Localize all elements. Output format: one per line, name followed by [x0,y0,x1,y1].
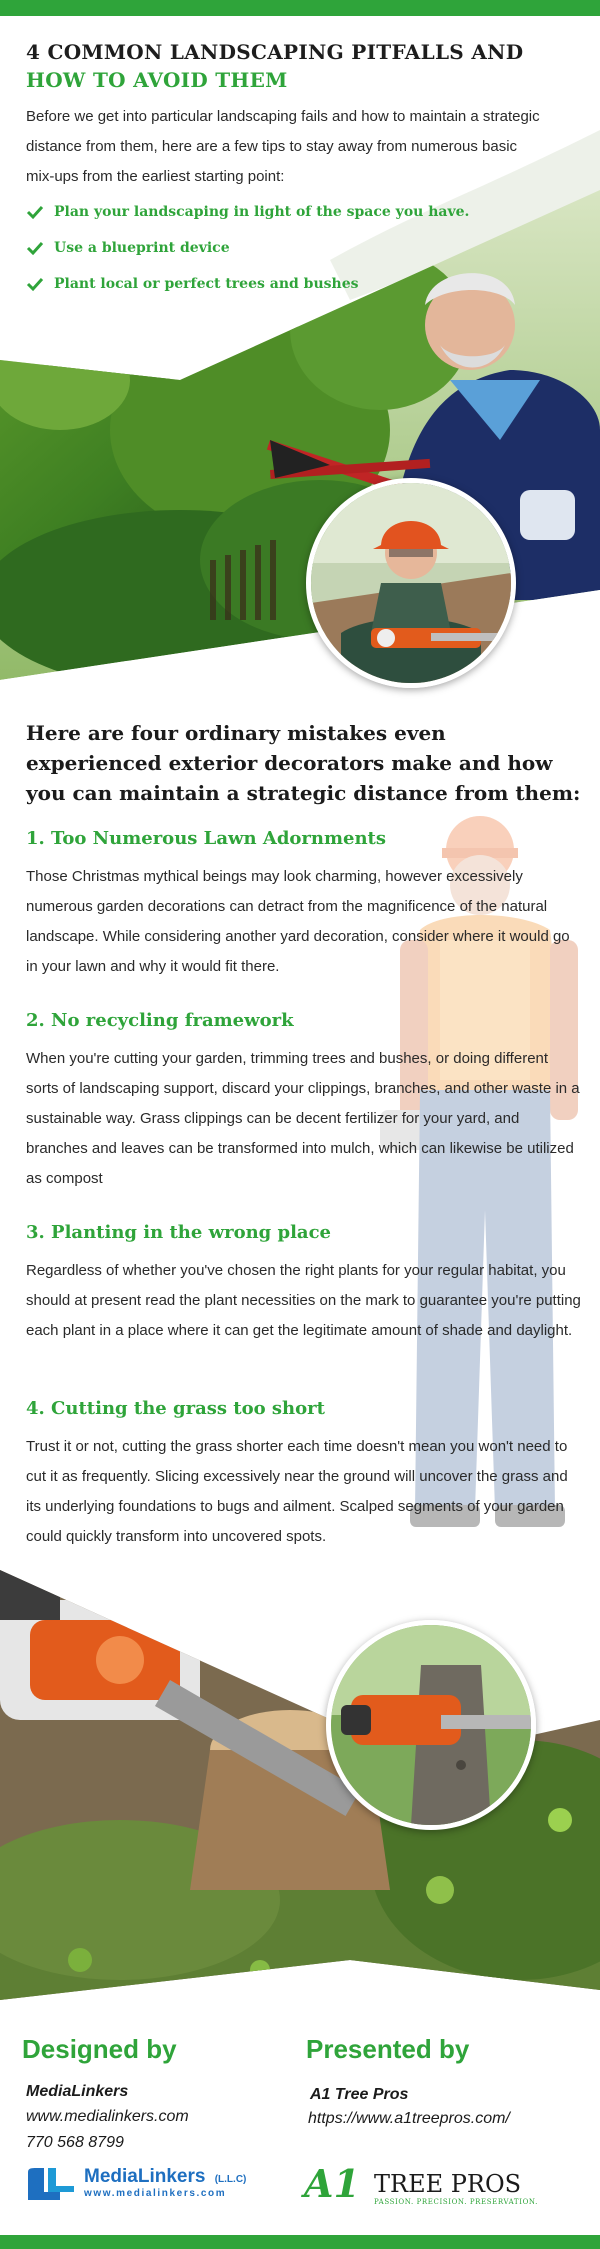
page-subtitle: HOW TO AVOID THEM [26,68,288,92]
medialinkers-logo-suffix: (L.L.C) [214,2174,247,2185]
mistake-text: Those Christmas mythical beings may look charming, however excessively numerous garden decorations can detract from the magnificence of the natural landscape. While considering another yard decoration, consider where it would go in your lawn and why it would fit there. [26,868,570,975]
chainsaw-stump-photo [326,1620,536,1830]
mistake-text: Regardless of whether you've chosen the right plants for your regular habitat, you should at present read the plant necessities on the mark to guarantee you're putting each plant in a place where it can get the legitimate amount of shade and daylight. [26,1262,581,1339]
mistakes-section [26,718,582,1545]
tip-item [26,266,576,302]
medialinkers-logo [26,2166,266,2206]
intro-section [26,38,576,302]
presenter-website[interactable]: https://www.a1treepros.com/ [308,2110,510,2127]
mistake-title: 2. No recycling framework [26,1010,294,1031]
designed-by-heading: Designed by [22,2034,177,2064]
bottom-accent-bar [0,2235,600,2249]
mistake-title: 4. Cutting the grass too short [26,1398,325,1419]
tip-item [26,194,576,230]
tips-list [26,194,576,302]
a1-tree-pros-logo [304,2162,564,2212]
tip-text: Plan your landscaping in light of the space you have. [54,204,470,220]
checkmark-icon [26,203,44,221]
mistake-item [26,1008,582,1194]
tip-text: Use a blueprint device [54,240,230,256]
chainsaw-worker-photo [306,478,516,688]
mistake-text: When you're cutting your garden, trimming trees and bushes, or doing different sorts of landscaping support, discard your clippings, branches, and other waste in a sustainable way. Grass clippings can be decent fertilizer for your yard, and branches and leaves can be transformed into mulch, which can likewise be utilized as compost [26,1050,580,1187]
checkmark-icon [26,275,44,293]
medialinkers-logo-text: MediaLinkers [84,2166,206,2187]
intro-paragraph: Before we get into particular landscaping fails and how to maintain a strategic distance from them, here are a few tips to stay away from numerous basic mix-ups from the earliest starting point: [26,108,540,185]
tip-text: Plant local or perfect trees and bushes [54,276,359,292]
designer-phone: 770 568 8799 [26,2134,124,2151]
mistakes-heading: Here are four ordinary mistakes even experienced exterior decorators make and how you can maintain a strategic distance from them: [26,721,581,805]
presenter-name: A1 Tree Pros [310,2086,409,2103]
a1-logo-tagline: PASSION. PRECISION. PRESERVATION. [374,2198,539,2206]
mistake-title: 3. Planting in the wrong place [26,1222,332,1243]
mistake-title: 1. Too Numerous Lawn Adornments [26,828,387,849]
checkmark-icon [26,239,44,257]
mistake-text: Trust it or not, cutting the grass shorter each time doesn't mean you won't need to cut it as frequently. Slicing excessively near the ground will uncover the grass and its underlying foundations to bugs and ailment. Scalped segments of your garden could quickly transform into uncovered spots. [26,1438,568,1545]
medialinkers-logo-url: www.medialinkers.com [84,2188,227,2199]
a1-logo-mark: A1 [304,2161,360,2206]
presented-by-heading: Presented by [306,2034,470,2064]
page-title: 4 COMMON LANDSCAPING PITFALLS AND [26,40,524,64]
designer-name: MediaLinkers [26,2083,129,2100]
medialinkers-mark-icon [26,2166,76,2202]
mistake-item [26,1396,582,1552]
mistake-item [26,826,582,982]
mistake-item [26,1220,582,1346]
chainsaw-photo-band [0,1560,600,2030]
tip-item [26,230,576,266]
a1-logo-name: TREE PROS [374,2170,522,2198]
designer-website[interactable]: www.medialinkers.com [26,2108,189,2125]
